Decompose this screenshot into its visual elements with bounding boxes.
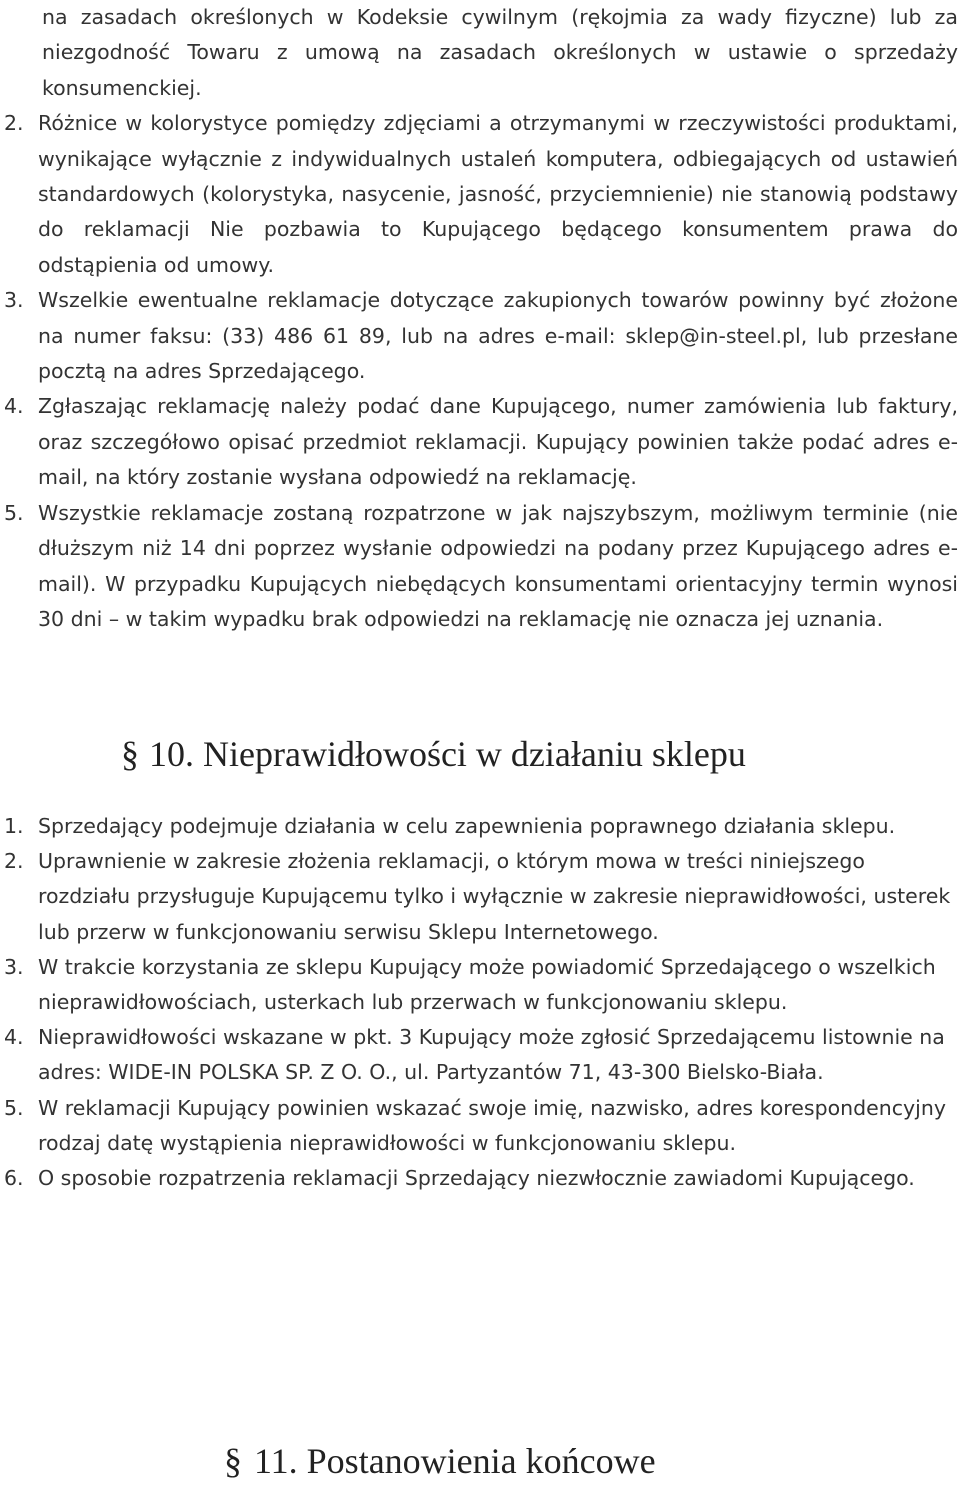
list-item-text: Uprawnienie w zakresie złożenia reklamacji, o którym mowa w treści niniejszego rozdziału przysługuje Kupującemu tylko i wyłącznie w zakresie nieprawidłowości, usterek lub przerw w funkcjonowaniu serwisu Sklepu Internetowego. <box>38 849 951 944</box>
section-11-heading <box>0 1439 960 1483</box>
list-item-text: Nieprawidłowości wskazane w pkt. 3 Kupujący może zgłosić Sprzedającemu listownie na adres: WIDE-IN POLSKA SP. Z O. O., ul. Partyzantów 71, 43-300 Bielsko-Biała. <box>38 1025 945 1085</box>
list-item <box>0 950 958 1020</box>
list-item-text: Wszystkie reklamacje zostaną rozpatrzone w jak najszybszym, możliwym terminie (nie dłuższym niż 14 dni poprzez wysłanie odpowiedzi na podany przez Kupującego adres e-mail). W przypadku Kupujących niebędących konsumentami orientacyjny termin wynosi 30 dni – w takim wypadku brak odpowiedzi na reklamację nie oznacza jej uznania. <box>38 500 958 631</box>
list-item-text: O sposobie rozpatrzenia reklamacji Sprzedający niezwłocznie zawiadomi Kupującego. <box>38 1166 915 1191</box>
section-10-heading <box>0 732 960 776</box>
list-item <box>0 844 958 950</box>
list-item-number: 6. <box>4 1166 24 1191</box>
section-9-continued <box>0 0 958 637</box>
list-item-text: Wszelkie ewentualne reklamacje dotyczące zakupionych towarów powinny być złożone na numer faksu: (33) 486 61 89, lub na adres e-mail: sklep@in-steel.pl, lub przesłane pocztą na adres Sprzedającego. <box>38 288 958 384</box>
section-symbol: § <box>224 1441 242 1481</box>
section-title: 10. Nieprawidłowości w działaniu sklepu <box>149 734 746 774</box>
list-item-text: W reklamacji Kupujący powinien wskazać swoje imię, nazwisko, adres korespondencyjny rodzaj datę wystąpienia nieprawidłowości w funkcjonowaniu sklepu. <box>38 1095 946 1155</box>
list-item-number: 4. <box>4 394 24 419</box>
list-item-number: 2. <box>4 111 24 136</box>
list-item <box>0 1161 958 1196</box>
list-item <box>0 106 958 283</box>
malfunction-list <box>0 809 958 1196</box>
list-item-number: 5. <box>4 500 24 525</box>
section-title: 11. Postanowienia końcowe <box>254 1441 656 1481</box>
list-item-number: 1. <box>4 814 24 838</box>
list-item <box>0 1020 958 1090</box>
list-item <box>0 1091 958 1161</box>
list-item-number: 3. <box>4 954 24 979</box>
list-item <box>0 809 958 844</box>
list-item <box>0 283 958 389</box>
list-item-number: 3. <box>4 288 24 313</box>
list-item-text: Różnice w kolorystyce pomiędzy zdjęciami a otrzymanymi w rzeczywistości produktami, wynikające wyłącznie z indywidualnych ustaleń komputera, odbiegających od ustawień standardowych (kolorystyka, nasycenie, jasność, przyciemnienie) nie stanowią podstawy do reklamacji Nie pozbawia to Kupującego będącego konsumentem prawa do odstąpienia od umowy. <box>38 111 958 277</box>
complaint-list <box>0 106 958 637</box>
list-item-text: Zgłaszając reklamację należy podać dane Kupującego, numer zamówienia lub faktury, oraz szczegółowo opisać przedmiot reklamacji. Kupujący powinien także podać adres e-mail, na który zostanie wysłana odpowiedź na reklamację. <box>38 394 958 490</box>
list-item-number: 2. <box>4 849 24 874</box>
list-item-text: Sprzedający podejmuje działania w celu zapewnienia poprawnego działania sklepu. <box>38 814 896 838</box>
section-10-body <box>0 809 958 1196</box>
list-item <box>0 496 958 638</box>
section-symbol: § <box>121 734 139 774</box>
list-item-number: 5. <box>4 1095 24 1120</box>
list-item <box>0 389 958 495</box>
continuation-paragraph: na zasadach określonych w Kodeksie cywilnym (rękojmia za wady fizyczne) lub za niezgodność Towaru z umową na zasadach określonych w ustawie o sprzedaży konsumenckiej. <box>42 5 958 100</box>
list-item-text: W trakcie korzystania ze sklepu Kupujący może powiadomić Sprzedającego o wszelkich nieprawidłowościach, usterkach lub przerwach w funkcjonowaniu sklepu. <box>38 954 936 1015</box>
list-item-number: 4. <box>4 1025 24 1050</box>
